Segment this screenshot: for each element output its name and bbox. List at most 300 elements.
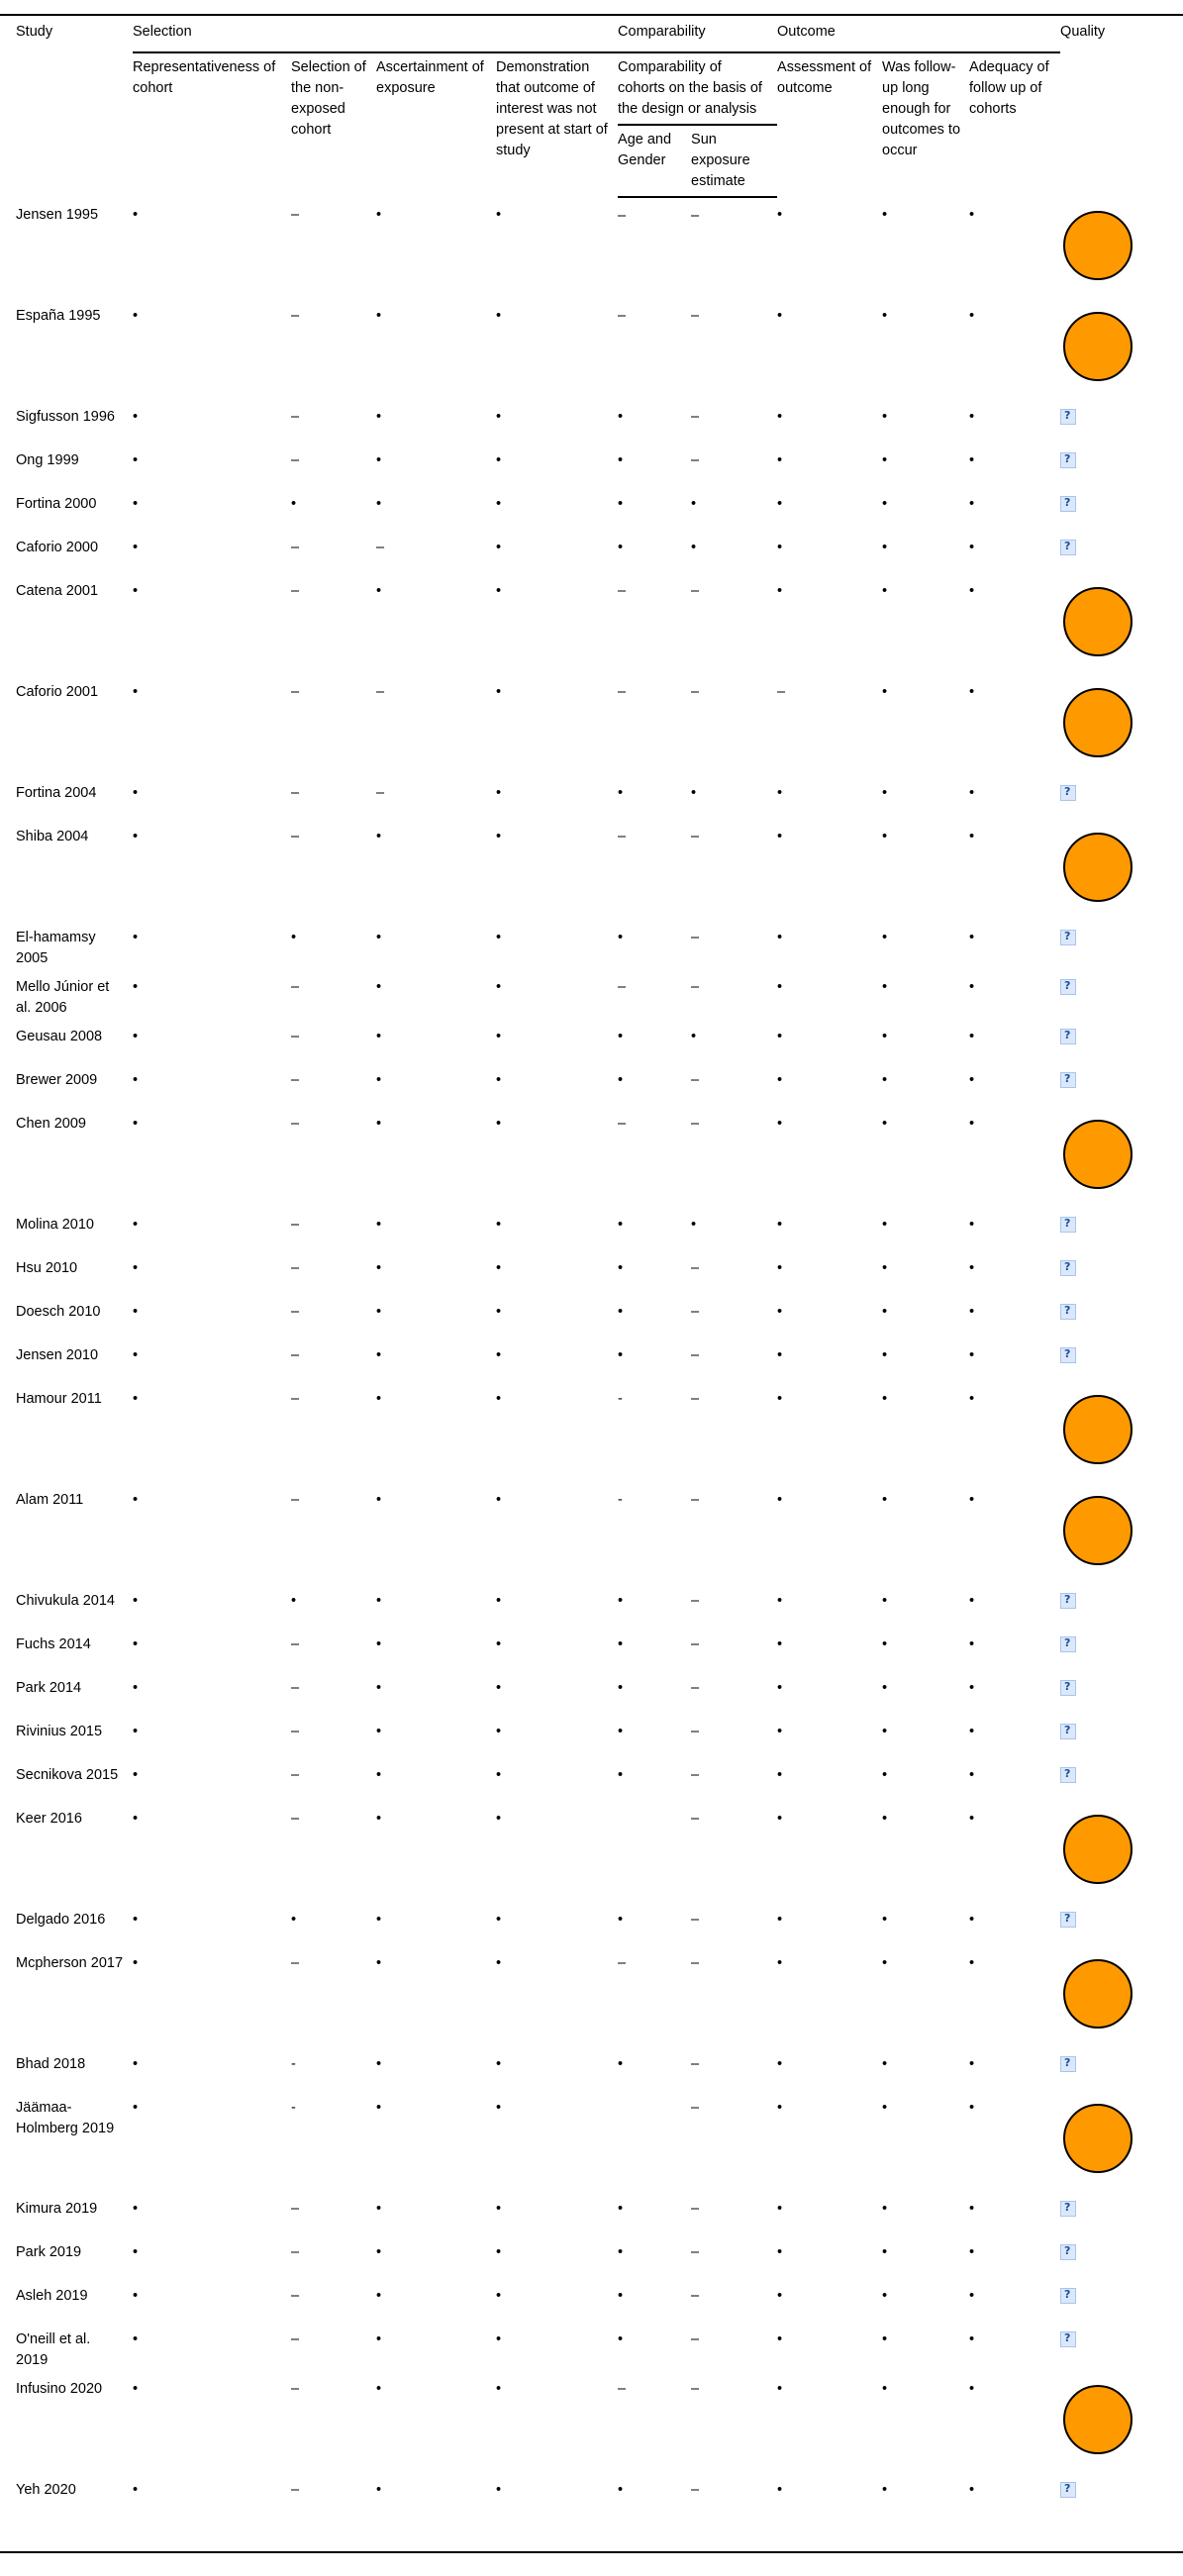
study-name: Fortina 2004 [16,785,97,802]
rating-mark: • [691,1217,697,1234]
study-name: Sigfusson 1996 [16,409,115,426]
quality-image-icon [1060,1029,1076,1044]
study-name: Infusino 2020 [16,2381,103,2398]
rating-mark: • [882,1912,888,1929]
rating-mark: • [969,1636,975,1653]
rating-mark: – [291,1391,300,1408]
rating-mark: • [969,2331,975,2348]
rating-mark: – [291,2482,300,2499]
table-row [16,197,1183,298]
rating-mark: • [133,1116,139,1133]
quality-image-icon [1060,2201,1076,2217]
rating-mark: • [376,2056,382,2073]
rating-mark: – [691,2244,700,2261]
rating-mark: – [691,2056,700,2073]
table-row [16,674,1183,775]
rating-mark: • [777,1072,783,1089]
rating-mark: • [882,1391,888,1408]
rating-mark: • [496,2244,502,2261]
rating-mark: – [691,979,700,996]
table-row [16,443,1183,486]
rating-mark: – [691,1072,700,1089]
rating-mark: • [618,1724,624,1740]
rating-mark: • [376,1680,382,1697]
header-comparability-basis: Comparability of cohorts on the basis of the design or analysis [618,59,762,118]
study-name: Caforio 2001 [16,684,99,701]
rating-mark: • [618,2244,624,2261]
rating-mark: • [133,2331,139,2348]
rating-mark: • [133,583,139,600]
study-name: Park 2014 [16,1680,82,1697]
rating-mark: • [882,684,888,701]
rating-mark: • [376,979,382,996]
table-row [16,1338,1183,1381]
study-name: Hsu 2010 [16,1260,78,1277]
rating-mark: • [496,1260,502,1277]
rating-mark: • [618,1304,624,1321]
rating-mark: • [777,1391,783,1408]
rating-mark: • [777,1680,783,1697]
study-name: Mcpherson 2017 [16,1955,124,1972]
rating-mark: • [882,2201,888,2218]
quality-circle-icon [1063,2104,1133,2173]
rating-mark: • [969,684,975,701]
rating-mark: – [691,2288,700,2305]
rating-mark: • [133,930,139,946]
rating-mark: – [291,540,300,556]
header-quality: Quality [1060,24,1106,40]
rating-mark: • [496,1593,502,1610]
study-name: Brewer 2009 [16,1072,98,1089]
rating-mark: • [376,1593,382,1610]
rating-mark: • [496,1811,502,1828]
rating-mark: • [882,409,888,426]
rating-mark: – [691,829,700,845]
table-row [16,1757,1183,1801]
rating-mark: – [618,2381,627,2398]
rating-mark: – [691,1724,700,1740]
rating-mark: • [496,1304,502,1321]
rating-mark: • [496,684,502,701]
table-row [16,486,1183,530]
rating-mark: – [691,1304,700,1321]
header-row-subcolumns [16,52,1183,125]
rating-mark: • [691,785,697,802]
table-row [16,298,1183,399]
rating-mark: – [291,1955,300,1972]
study-name: Catena 2001 [16,583,99,600]
study-name: Alam 2011 [16,1492,84,1509]
rating-mark: • [777,1724,783,1740]
rating-mark: • [618,1912,624,1929]
rating-mark: • [969,829,975,845]
rating-mark: – [291,1217,300,1234]
rating-mark: • [133,1347,139,1364]
rating-mark: • [969,2244,975,2261]
rating-mark: • [777,2331,783,2348]
table-row [16,2278,1183,2322]
quality-image-icon [1060,1724,1076,1739]
rating-mark: • [291,1912,297,1929]
rating-mark: – [291,1347,300,1364]
study-name: Delgado 2016 [16,1912,106,1929]
header-representativeness: Representativeness of cohort [133,59,276,97]
rating-mark: • [882,2288,888,2305]
rating-mark: • [618,1217,624,1234]
rating-mark: • [291,930,297,946]
rating-mark: • [777,2100,783,2117]
rating-mark: • [882,540,888,556]
rating-mark: • [969,1767,975,1784]
rating-mark: • [133,452,139,469]
table-row [16,775,1183,819]
study-name: Fortina 2000 [16,496,97,513]
rating-mark: – [691,2331,700,2348]
rating-mark: – [691,1636,700,1653]
study-name: Chivukula 2014 [16,1593,115,1610]
rating-mark: • [777,2381,783,2398]
rating-mark: – [691,452,700,469]
table-row [16,1801,1183,1902]
rating-mark: • [133,1391,139,1408]
table-row [16,819,1183,920]
rating-mark: • [496,2381,502,2398]
rating-mark: – [376,540,385,556]
rating-mark: • [969,1260,975,1277]
rating-mark: – [618,684,627,701]
study-name: O'neill et al. 2019 [16,2331,91,2369]
rating-mark: • [882,1072,888,1089]
rating-mark: • [376,2100,382,2117]
rating-mark: • [969,2100,975,2117]
rating-mark: – [691,1767,700,1784]
quality-image-icon [1060,540,1076,555]
rating-mark: • [376,583,382,600]
rating-mark: • [969,308,975,325]
rating-mark: • [133,785,139,802]
quality-image-icon [1060,1912,1076,1928]
rating-mark: • [496,540,502,556]
header-outcome: Outcome [777,16,1060,52]
rating-mark: • [969,1116,975,1133]
rating-mark: • [376,1492,382,1509]
rating-mark: – [691,1492,700,1509]
rating-mark: – [691,1260,700,1277]
rating-mark: • [496,1767,502,1784]
rating-mark: • [618,2331,624,2348]
study-name: Bhad 2018 [16,2056,86,2073]
rating-mark: • [882,1304,888,1321]
table-row [16,2472,1183,2516]
rating-mark: – [291,2331,300,2348]
rating-mark: • [691,496,697,513]
rating-mark: – [291,2244,300,2261]
rating-mark: • [691,540,697,556]
study-name: Secnikova 2015 [16,1767,119,1784]
rating-mark: – [291,684,300,701]
rating-mark: • [618,540,624,556]
rating-mark: • [376,829,382,845]
rating-mark: • [376,930,382,946]
rating-mark: – [291,829,300,845]
rating-mark: • [882,2331,888,2348]
rating-mark: • [133,1304,139,1321]
rating-mark: • [496,1955,502,1972]
rating-mark: • [969,979,975,996]
rating-mark: • [969,1072,975,1089]
rating-mark: • [376,1260,382,1277]
rating-mark: • [618,785,624,802]
rating-mark: • [496,207,502,224]
study-name: Jensen 1995 [16,207,99,224]
rating-mark: • [133,1724,139,1740]
rating-mark: – [291,1767,300,1784]
rating-mark: • [291,1593,297,1610]
rating-mark: • [882,1029,888,1045]
rating-mark: • [969,1217,975,1234]
rating-mark: • [618,1029,624,1045]
rating-mark: – [691,409,700,426]
rating-mark: – [291,308,300,325]
rating-mark: • [882,1767,888,1784]
table-row [16,2090,1183,2191]
header-sun-exposure: Sun exposure estimate [691,132,750,190]
rating-mark: • [882,1116,888,1133]
quality-image-icon [1060,2244,1076,2260]
rating-mark: • [969,207,975,224]
table-row [16,1207,1183,1250]
rating-mark: • [882,1680,888,1697]
rating-mark: • [882,583,888,600]
quality-image-icon [1060,785,1076,801]
table-body [16,197,1183,2516]
rating-mark: • [969,2056,975,2073]
header-study: Study [16,24,53,40]
rating-mark: – [291,1636,300,1653]
rating-mark: – [691,2100,700,2117]
rating-mark: • [777,829,783,845]
rating-mark: • [777,2288,783,2305]
rating-mark: • [496,1724,502,1740]
rating-mark: • [777,496,783,513]
study-name: Rivinius 2015 [16,1724,103,1740]
rating-mark: – [691,2482,700,2499]
study-name: Mello Júnior et al. 2006 [16,979,110,1017]
rating-mark: • [618,2056,624,2073]
rating-mark: • [969,785,975,802]
rating-mark: • [496,409,502,426]
rating-mark: • [133,1260,139,1277]
rating-mark: • [777,583,783,600]
rating-mark: • [969,930,975,946]
rating-mark: • [777,1811,783,1828]
table-row [16,2191,1183,2234]
rating-mark: • [496,829,502,845]
rating-mark: – [691,1811,700,1828]
rating-mark: • [376,1347,382,1364]
study-name: Fuchs 2014 [16,1636,91,1653]
rating-mark: • [618,930,624,946]
rating-mark: • [133,979,139,996]
rating-mark: • [496,1217,502,1234]
rating-mark: - [618,1492,623,1509]
rating-mark: • [618,2482,624,2499]
quality-circle-icon [1063,312,1133,381]
study-name: Caforio 2000 [16,540,99,556]
rating-mark: • [376,1304,382,1321]
rating-mark: • [376,207,382,224]
rating-mark: – [376,684,385,701]
rating-mark: • [376,1636,382,1653]
rating-mark: • [618,1593,624,1610]
table-row [16,399,1183,443]
rating-mark: – [691,1955,700,1972]
rating-mark: – [618,1116,627,1133]
rating-mark: • [133,1680,139,1697]
rating-mark: • [376,1217,382,1234]
quality-image-icon [1060,1072,1076,1088]
rating-mark: • [618,2201,624,2218]
rating-mark: • [882,2100,888,2117]
rating-mark: • [133,1912,139,1929]
rating-mark: • [496,496,502,513]
rating-mark: • [969,409,975,426]
rating-mark: – [291,1116,300,1133]
rating-mark: • [969,2201,975,2218]
table-row [16,969,1183,1019]
rating-mark: • [133,1811,139,1828]
rating-mark: – [618,308,627,325]
quality-image-icon [1060,2056,1076,2072]
header-selection: Selection [133,16,618,52]
rating-mark: • [882,930,888,946]
rating-mark: • [777,452,783,469]
rating-mark: • [882,2244,888,2261]
rating-mark: • [496,308,502,325]
rating-mark: • [496,2482,502,2499]
table-row [16,1902,1183,1945]
rating-mark: • [882,1811,888,1828]
study-name: Molina 2010 [16,1217,94,1234]
rating-mark: • [133,2288,139,2305]
rating-mark: • [496,2056,502,2073]
quality-image-icon [1060,1680,1076,1696]
table-row [16,1294,1183,1338]
rating-mark: • [496,1029,502,1045]
rating-mark: • [618,409,624,426]
rating-mark: – [291,452,300,469]
study-name: España 1995 [16,308,101,325]
rating-mark: – [291,207,300,224]
rating-mark: – [291,1492,300,1509]
rating-mark: • [496,1912,502,1929]
header-row-groups [16,16,1183,52]
rating-mark: • [133,2201,139,2218]
rating-mark: – [691,2381,700,2398]
rating-mark: – [691,308,700,325]
rating-mark: • [777,2244,783,2261]
rating-mark: • [376,2482,382,2499]
table-row [16,920,1183,969]
rating-mark: • [969,452,975,469]
rating-mark: • [777,1636,783,1653]
rating-mark: – [291,1811,300,1828]
rating-mark: • [969,1304,975,1321]
rating-mark: • [376,1767,382,1784]
rating-mark: • [777,207,783,224]
quality-image-icon [1060,2482,1076,2498]
rating-mark: • [882,2056,888,2073]
rating-mark: – [291,1304,300,1321]
table-row [16,1627,1183,1670]
rating-mark: • [133,409,139,426]
quality-image-icon [1060,1347,1076,1363]
rating-mark: – [691,1391,700,1408]
rating-mark: – [691,1116,700,1133]
rating-mark: – [691,930,700,946]
study-name: Shiba 2004 [16,829,89,845]
rating-mark: • [618,2288,624,2305]
header-selection-nonexposed: Selection of the non-exposed cohort [291,59,366,139]
rating-mark: • [133,2482,139,2499]
rating-mark: • [133,207,139,224]
rating-mark: - [618,1391,623,1408]
rating-mark: – [691,2201,700,2218]
rating-mark: • [291,496,297,513]
rating-mark: • [969,2482,975,2499]
rating-mark: – [291,583,300,600]
rating-mark: • [777,1955,783,1972]
header-age-gender: Age and Gender [618,132,672,169]
rating-mark: • [969,2381,975,2398]
rating-mark: – [691,583,700,600]
rating-mark: • [777,1217,783,1234]
rating-mark: • [376,1072,382,1089]
study-name: Park 2019 [16,2244,82,2261]
quality-image-icon [1060,2331,1076,2347]
rating-mark: • [376,2201,382,2218]
rating-mark: • [133,829,139,845]
rating-mark: – [291,2201,300,2218]
study-name: El-hamamsy 2005 [16,930,96,967]
rating-mark: • [618,1347,624,1364]
rating-mark: • [969,1492,975,1509]
rating-mark: • [969,583,975,600]
rating-mark: • [133,1955,139,1972]
rating-mark: • [777,1116,783,1133]
rating-mark: – [691,1347,700,1364]
rating-mark: – [291,409,300,426]
rating-mark: – [777,684,786,701]
rating-mark: • [496,1072,502,1089]
table-row [16,1945,1183,2046]
rating-mark: • [969,1347,975,1364]
quality-image-icon [1060,930,1076,945]
table-row [16,2234,1183,2278]
table-row [16,573,1183,674]
rating-mark: – [291,1072,300,1089]
rating-mark: – [291,1680,300,1697]
quality-image-icon [1060,1636,1076,1652]
rating-mark: • [618,1636,624,1653]
rating-mark: • [777,1912,783,1929]
quality-circle-icon [1063,2385,1133,2454]
rating-mark: • [496,2100,502,2117]
quality-circle-icon [1063,587,1133,656]
rating-mark: • [376,1724,382,1740]
rating-mark: • [496,2288,502,2305]
study-name: Doesch 2010 [16,1304,101,1321]
